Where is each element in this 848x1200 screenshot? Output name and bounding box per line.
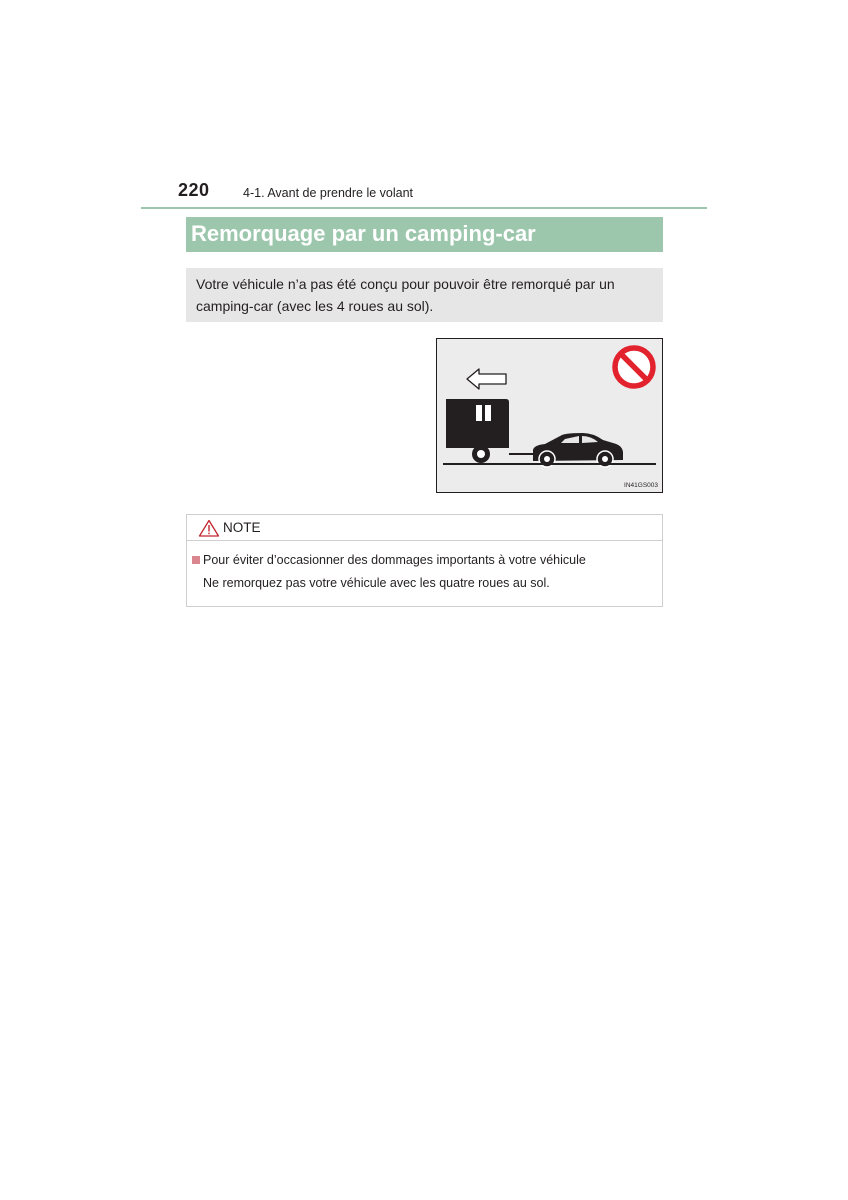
illustration bbox=[436, 338, 663, 493]
intro-box: Votre véhicule n’a pas été conçu pour pouvoir être remorqué par un camping-car (avec les 4 roues au sol). bbox=[186, 268, 663, 322]
note-header bbox=[187, 515, 662, 541]
bullet-square-icon bbox=[192, 556, 200, 564]
prohibited-icon bbox=[615, 348, 653, 386]
note-subheading bbox=[192, 553, 586, 567]
note-label: NOTE bbox=[223, 520, 261, 535]
car bbox=[533, 433, 623, 467]
header-rule bbox=[141, 207, 707, 209]
camper-trailer bbox=[446, 399, 535, 463]
note-box bbox=[186, 514, 663, 607]
note-subheading-text: Pour éviter d’occasionner des dommages importants à votre véhicule bbox=[203, 553, 586, 567]
arrow-left-icon bbox=[467, 369, 506, 389]
section-title: Remorquage par un camping-car bbox=[186, 217, 663, 252]
chapter-title: 4-1. Avant de prendre le volant bbox=[243, 186, 414, 200]
page-number: 220 bbox=[178, 180, 210, 200]
warning-triangle-icon bbox=[198, 519, 220, 537]
note-body: Ne remorquez pas votre véhicule avec les quatre roues au sol. bbox=[203, 576, 550, 590]
figure-code: IN41GS003 bbox=[624, 482, 658, 489]
